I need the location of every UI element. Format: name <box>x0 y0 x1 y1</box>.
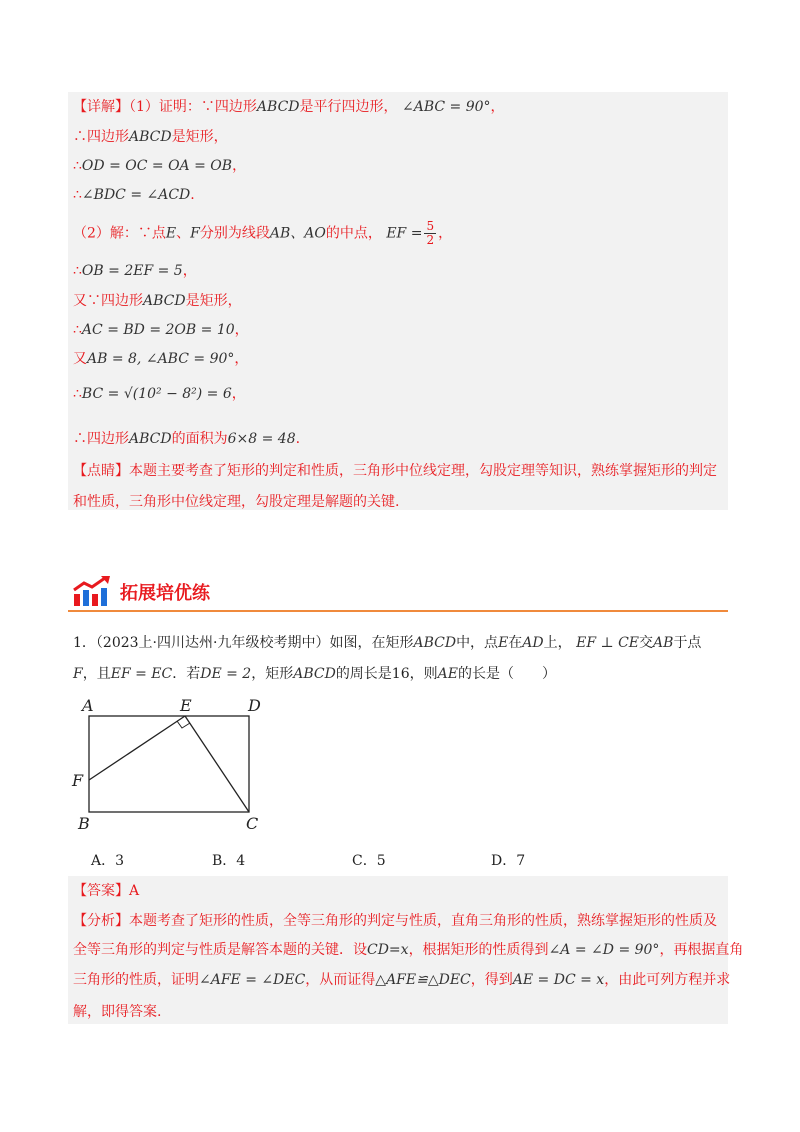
text: 是平行四边形， <box>299 99 398 115</box>
text: 全等三角形的判定与性质是解答本题的关键．设 <box>73 942 367 958</box>
text: ，根据矩形的性质得到 <box>408 942 549 958</box>
text: 中，点 <box>456 635 499 651</box>
growth-chart-icon <box>72 574 116 608</box>
math: AC = BD = 2OB = 10 <box>81 322 235 338</box>
solution-line-4 <box>73 186 195 204</box>
text: （1）证明：∵四边形 <box>129 99 257 115</box>
text: ， <box>490 99 505 115</box>
text: ， <box>234 322 249 338</box>
math: OB = 2EF = 5 <box>81 263 183 279</box>
text: 于点 <box>673 635 702 651</box>
math: E <box>165 225 177 242</box>
math: E <box>498 635 509 651</box>
text: 的周长是16，则 <box>335 666 438 682</box>
analysis-line-3 <box>73 971 730 989</box>
math: AB、AO <box>269 225 326 242</box>
math: F <box>190 225 200 242</box>
text: 又 <box>73 351 87 367</box>
section-title: 拓展培优练 <box>120 583 210 604</box>
label-f: F <box>72 771 84 790</box>
math: ∠A = ∠D = 90° <box>548 942 660 958</box>
math: AD <box>522 635 544 651</box>
solution-line-7 <box>73 292 242 310</box>
math: △AFE≌△DEC <box>375 972 471 988</box>
text: （2023上·四川达州·九年级校考期中）如图，在矩形 <box>95 635 414 651</box>
text: （2）解：∵点 <box>73 225 166 242</box>
math: AE <box>437 666 458 682</box>
solution-line-1 <box>73 98 505 116</box>
analysis-line-4 <box>73 1003 161 1021</box>
label-e: E <box>180 696 192 715</box>
rectangle-figure <box>68 696 268 836</box>
text: 又∵四边形 <box>73 293 143 309</box>
solution-line-12 <box>73 462 717 480</box>
option-d: D．7 <box>491 853 526 869</box>
solution-line-2 <box>73 128 228 146</box>
text: . <box>295 431 301 447</box>
text: 是矩形， <box>185 293 242 309</box>
math: ABCD <box>129 431 172 447</box>
label-b: B <box>78 814 90 833</box>
option-c: C．5 <box>352 853 386 869</box>
text: ∴四边形 <box>73 129 129 145</box>
analysis-line-2 <box>73 941 743 959</box>
section-divider <box>68 610 728 612</box>
text: 交 <box>639 635 654 651</box>
math: EF ⊥ CE <box>576 635 640 651</box>
text: 上， <box>543 635 572 651</box>
math: ABCD <box>143 293 186 309</box>
math: ∠AFE = ∠DEC <box>199 972 306 988</box>
text: ∴ <box>73 322 82 338</box>
label-a: A <box>82 696 94 715</box>
text: ， <box>231 386 246 402</box>
text: ， <box>182 263 197 279</box>
solution-line-11 <box>73 430 300 448</box>
segment-fe <box>89 716 185 780</box>
math: ∠BDC = ∠ACD <box>81 187 191 203</box>
segment-ec <box>185 716 249 812</box>
option-a: A．3 <box>91 853 125 869</box>
text: 本题主要考查了矩形的判定和性质，三角形中位线定理，勾股定理等知识，熟练掌握矩形的判定 <box>129 463 717 479</box>
math: ABCD <box>293 666 336 682</box>
text: 三角形的性质，证明 <box>73 972 199 988</box>
solution-line-10 <box>73 385 246 403</box>
text: ，由此可列方程并求 <box>604 972 731 988</box>
label-d: D <box>248 696 261 715</box>
math: AB = 8, ∠ABC = 90° <box>87 351 235 367</box>
math: AE = DC = x <box>512 972 605 988</box>
analysis-line-1 <box>73 912 717 930</box>
numerator: 5 <box>426 219 435 233</box>
text: 的面积为 <box>171 431 228 447</box>
solution-line-5 <box>73 220 452 247</box>
question-line-2 <box>73 665 556 683</box>
math: AB <box>653 635 674 651</box>
text: ，且 <box>82 666 111 682</box>
text: ∴ <box>73 386 82 402</box>
option-b: B．4 <box>212 853 246 869</box>
question-number: 1． <box>73 635 96 651</box>
math: DE = 2 <box>200 666 252 682</box>
text: ， <box>234 351 249 367</box>
text: ，得到 <box>470 972 513 988</box>
text: 本题考查了矩形的性质，全等三角形的判定与性质，直角三角形的性质，熟练掌握矩形的性质及 <box>129 913 717 929</box>
text: 在 <box>508 635 523 651</box>
text: 的长是（ ） <box>457 666 556 682</box>
text: 解，即得答案. <box>73 1004 162 1020</box>
detail-tag: 【详解】 <box>73 99 129 115</box>
solution-line-13 <box>73 493 399 511</box>
math: F <box>73 666 83 682</box>
math: ABCD <box>129 129 172 145</box>
question-line-1 <box>73 634 701 652</box>
fraction <box>424 220 436 247</box>
text: 是矩形， <box>171 129 228 145</box>
denominator: 2 <box>426 233 435 247</box>
text: ∴ <box>73 158 82 174</box>
text: ，矩形 <box>251 666 294 682</box>
answer-value: A <box>129 883 140 899</box>
solution-line-6 <box>73 262 197 280</box>
text: 的中点， <box>325 225 382 242</box>
label-c: C <box>246 814 259 833</box>
solution-line-3 <box>73 157 246 175</box>
math: ABCD <box>256 99 300 115</box>
solution-line-9 <box>73 350 248 368</box>
text: ∴ <box>73 263 82 279</box>
math: 6×8 = 48 <box>227 431 296 447</box>
math: EF = EC <box>110 666 173 682</box>
text: ，再根据直角 <box>659 942 744 958</box>
text: ， <box>438 225 453 242</box>
answer-tag: 【答案】 <box>73 883 129 899</box>
math: ∠ABC = 90° <box>401 99 491 115</box>
right-angle-mark <box>177 721 190 728</box>
math: OD = OC = OA = OB <box>81 158 233 174</box>
analysis-tag: 【分析】 <box>73 913 129 929</box>
text: ∴四边形 <box>73 431 129 447</box>
math: ABCD <box>413 635 457 651</box>
text: ，从而证得 <box>305 972 376 988</box>
math: BC = √(10² − 8²) = 6 <box>81 386 232 402</box>
math: CD=x <box>367 942 409 958</box>
answer-line <box>73 882 139 900</box>
text: . <box>190 187 195 203</box>
remark-tag: 【点睛】 <box>73 463 129 479</box>
text: 和性质，三角形中位线定理，勾股定理是解题的关键. <box>73 494 400 510</box>
text: ， <box>232 158 247 174</box>
text: 分别为线段 <box>199 225 270 242</box>
text: 、 <box>176 225 191 242</box>
text: ．若 <box>172 666 201 682</box>
solution-line-8 <box>73 321 249 339</box>
math: EF = <box>386 225 423 242</box>
text: ∴ <box>73 187 82 203</box>
